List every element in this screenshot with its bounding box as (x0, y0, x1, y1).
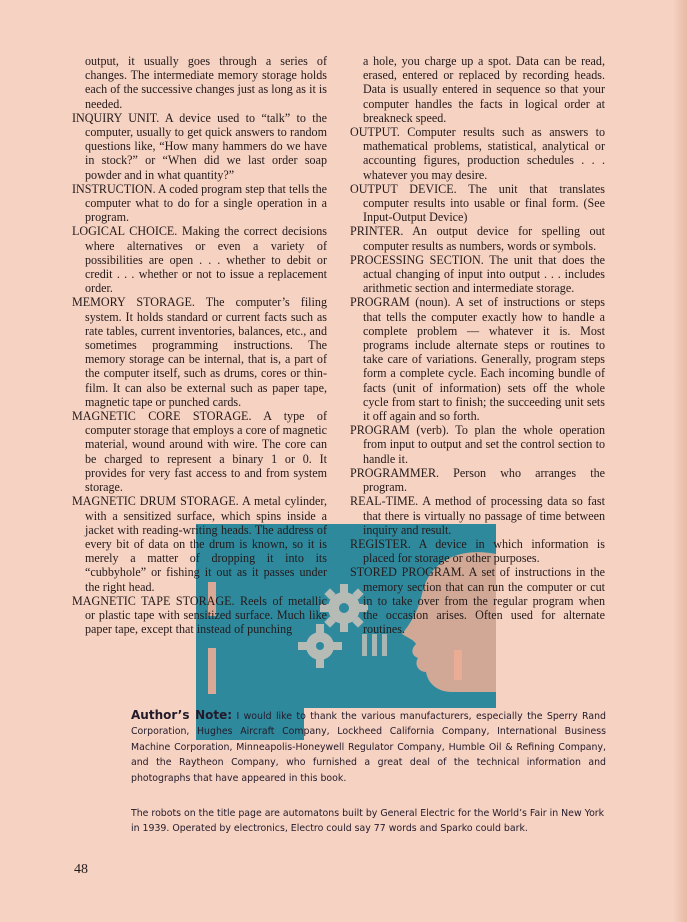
authors-note (131, 708, 606, 786)
glossary-entry: LOGICAL CHOICE. Making the correct decisions where alternatives or even a variety of possibilities are open . . . whether to debit or credit . . . whether or not to issue a replacement order. (72, 224, 327, 296)
glossary-entry: INSTRUCTION. A coded program step that tells the computer what to do for a single operation in a program. (72, 181, 327, 225)
glossary-entry: output, it usually goes through a series of changes. The intermediate memory storage holds each of the successive changes just as long as it is needed. (85, 54, 327, 111)
glossary-entry: PRINTER. An output device for spelling out computer results as numbers, words or symbols. (350, 224, 605, 253)
glossary-entry: REGISTER. A device in which information is placed for storage or other purposes. (350, 536, 605, 566)
glossary-entry: PROGRAM (verb). To plan the whole operation from input to output and set the control section to handle it. (350, 423, 605, 466)
glossary-entry: PROCESSING SECTION. The unit that does the actual changing of input into output . . . includes arithmetic section and intermediate storage. (350, 252, 605, 296)
glossary-entry: STORED PROGRAM. A set of instructions in the memory section that can run the computer or cut in to take over from the regular program when the occasion arises. Often used for alternate routines. (350, 565, 605, 637)
glossary-entry: a hole, you charge up a spot. Data can be read, erased, entered or replaced by recording heads. Data is usually entered in sequence so that your computer handles the facts in logical order at breakneck speed. (363, 54, 605, 125)
glossary-entry: MAGNETIC CORE STORAGE. A type of computer storage that employs a core of magnetic material, wound around with wire. The core can be charged to represent a binary 1 or 0. It provides for very fast access to and from system storage. (72, 409, 327, 495)
page-edge-shadow (673, 0, 687, 922)
page-number: 48 (74, 862, 88, 877)
glossary-entry: INQUIRY UNIT. A device used to “talk” to the computer, usually to get quick answers to random questions like, “How many hammers do we have in stock?” or “When did we last order soap powder and in what quantity?” (72, 110, 327, 182)
left-column (72, 54, 327, 636)
glossary-entry: PROGRAMMER. Person who arranges the program. (350, 465, 605, 495)
glossary-entry: OUTPUT. Computer results such as answers to mathematical problems, statistical, analytical or accounting figures, production schedules . . . whatever you may desire. (350, 125, 605, 182)
authors-note-label: Author’s Note: (131, 708, 233, 722)
glossary-entry: MEMORY STORAGE. The computer’s filing system. It holds standard or current facts such as rate tables, current inventories, balances, etc., and sometimes programming instructions. The memory storage can be internal, that is, a part of the computer itself, such as drums, cores or thin-film. It can also be external such as paper tape, magnetic tape or punched cards. (72, 295, 327, 409)
glossary-entry: OUTPUT DEVICE. The unit that translates computer results into usable or final form. (See Input-Output Device) (350, 181, 605, 225)
glossary-entry: MAGNETIC TAPE STORAGE. Reels of metallic or plastic tape with sensitized surface. Much like paper tape, except that instead of punching (72, 593, 327, 637)
robots-note: The robots on the title page are automatons built by General Electric for the World’s Fair in New York in 1939. Operated by electronics, Electro could say 77 words and Sparko could bark. (131, 808, 605, 835)
right-column (350, 54, 605, 636)
glossary-entry: REAL-TIME. A method of processing data so fast that there is virtually no passage of time between inquiry and result. (350, 494, 605, 537)
glossary-entry: PROGRAM (noun). A set of instructions or steps that tells the computer exactly how to handle a complete problem — whatever it is. Most programs include alternate steps or routines to take care of variations. Generally, program steps form a complete cycle. Each incoming bundle of facts (unit of information) sets off the whole cycle from start to finish; the succeeding unit sets it off again and so forth. (350, 295, 605, 424)
authors-note-text: I would like to thank the various manufacturers, especially the Sperry Rand Corporation, Hughes Aircraft Company, Lockheed California Company, International Business Machine Corporation, Minneapolis-Honeywell Regulator Company, Humble Oil & Refining Company, and the Raytheon Company, who furnished a great deal of the technical information and photographs that have appeared in this book. (131, 711, 606, 784)
glossary-entry: MAGNETIC DRUM STORAGE. A metal cylinder, with a sensitized surface, which spins inside a jacket with reading-writing heads. The address of every bit of data on the drum is known, so it is merely a matter of dropping it into its “cubbyhole” or fishing it out as it passes under the right head. (72, 494, 327, 594)
